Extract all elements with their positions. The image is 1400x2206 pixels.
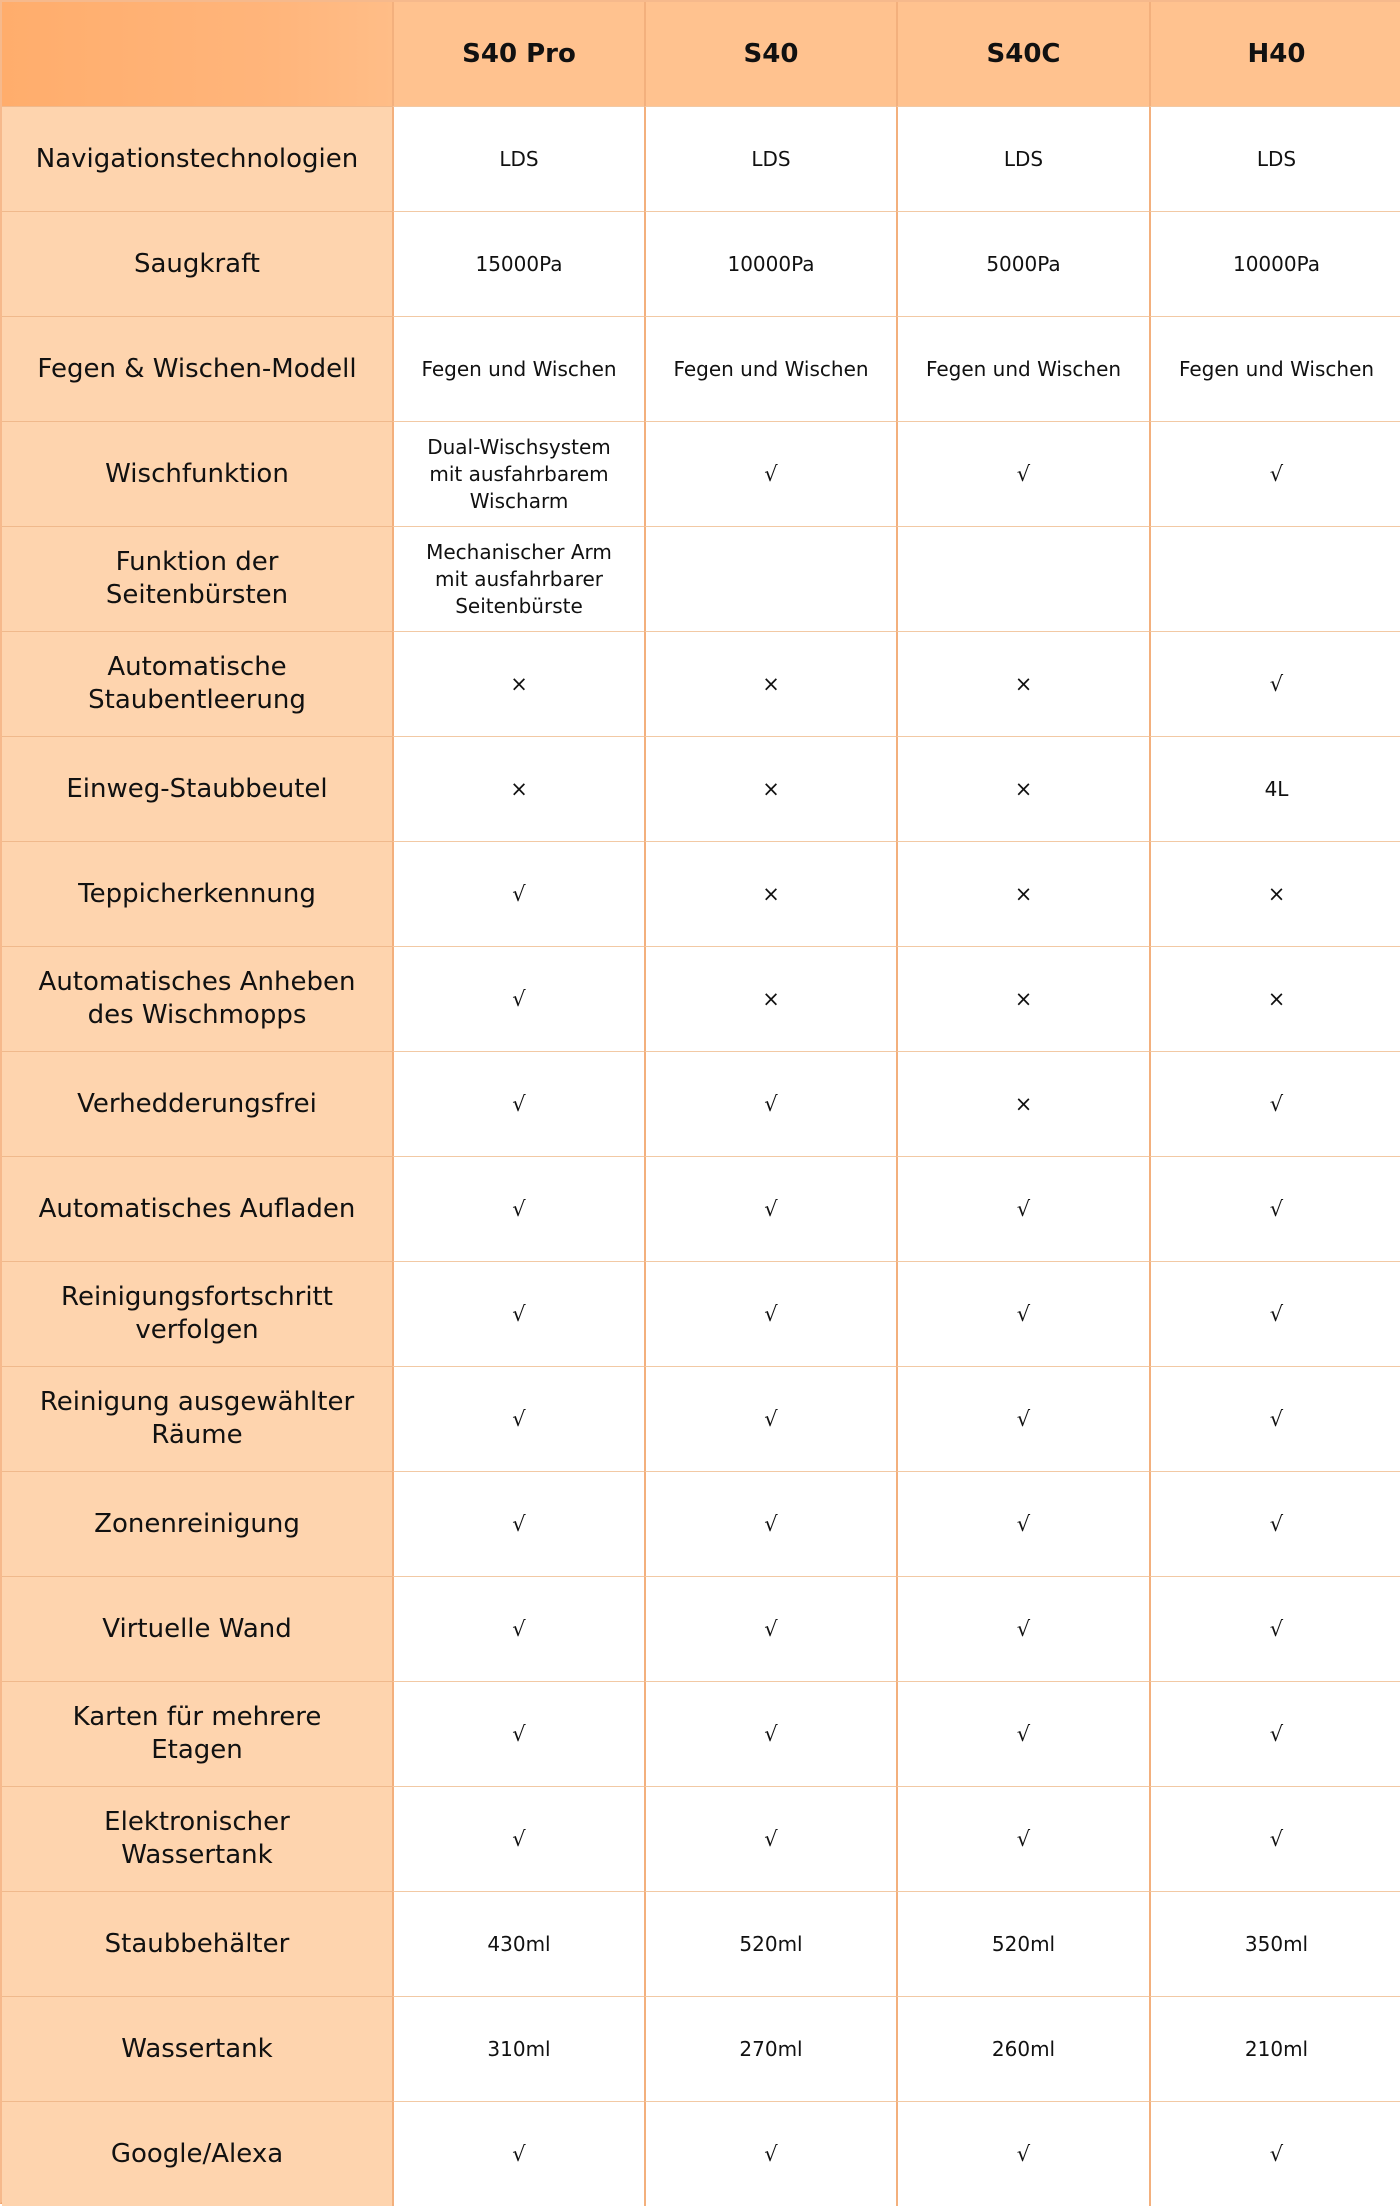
feature-label: Zonenreinigung xyxy=(2,1471,392,1576)
feature-label: Fegen & Wischen-Modell xyxy=(2,316,392,421)
feature-label: Reinigung ausgewählter Räume xyxy=(2,1366,392,1471)
table-cell: √ xyxy=(896,1786,1149,1891)
table-cell: √ xyxy=(644,421,896,526)
table-cell: √ xyxy=(896,1576,1149,1681)
table-cell: 350ml xyxy=(1149,1891,1400,1996)
table-cell: 520ml xyxy=(644,1891,896,1996)
table-cell: × xyxy=(644,631,896,736)
table-cell: √ xyxy=(392,1051,644,1156)
table-cell: 10000Pa xyxy=(1149,211,1400,316)
feature-label: Wassertank xyxy=(2,1996,392,2101)
table-cell: √ xyxy=(1149,421,1400,526)
feature-label: Saugkraft xyxy=(2,211,392,316)
column-header: H40 xyxy=(1149,2,1400,106)
table-cell: √ xyxy=(644,1156,896,1261)
table-cell: √ xyxy=(896,1681,1149,1786)
feature-label: Reinigungsfortschritt verfolgen xyxy=(2,1261,392,1366)
feature-label: Automatisches Anheben des Wischmopps xyxy=(2,946,392,1051)
table-cell: 310ml xyxy=(392,1996,644,2101)
feature-label: Virtuelle Wand xyxy=(2,1576,392,1681)
table-cell: √ xyxy=(644,1261,896,1366)
table-cell: Mechanischer Arm mit ausfahrbarer Seitenbürste xyxy=(392,526,644,631)
feature-label: Google/Alexa xyxy=(2,2101,392,2206)
table-cell: √ xyxy=(392,1471,644,1576)
table-cell: LDS xyxy=(644,106,896,211)
feature-label: Karten für mehrere Etagen xyxy=(2,1681,392,1786)
table-cell: Fegen und Wischen xyxy=(896,316,1149,421)
table-cell: √ xyxy=(1149,631,1400,736)
table-cell: × xyxy=(896,946,1149,1051)
table-cell: √ xyxy=(644,2101,896,2206)
table-cell: √ xyxy=(392,1261,644,1366)
table-cell: × xyxy=(896,631,1149,736)
table-cell: √ xyxy=(1149,1366,1400,1471)
column-header: S40 Pro xyxy=(392,2,644,106)
table-cell xyxy=(1149,526,1400,631)
table-cell: √ xyxy=(896,1156,1149,1261)
feature-label: Einweg-Staubbeutel xyxy=(2,736,392,841)
table-cell: × xyxy=(644,946,896,1051)
feature-label: Teppicherkennung xyxy=(2,841,392,946)
table-cell: 260ml xyxy=(896,1996,1149,2101)
header-corner-cell xyxy=(2,2,392,106)
table-cell: 5000Pa xyxy=(896,211,1149,316)
table-cell: √ xyxy=(896,2101,1149,2206)
table-cell: √ xyxy=(1149,1681,1400,1786)
table-cell: √ xyxy=(392,1156,644,1261)
table-cell: √ xyxy=(644,1576,896,1681)
table-cell: √ xyxy=(392,841,644,946)
table-cell: √ xyxy=(1149,2101,1400,2206)
table-cell: √ xyxy=(644,1366,896,1471)
table-cell: 10000Pa xyxy=(644,211,896,316)
table-cell: √ xyxy=(896,421,1149,526)
table-cell: 520ml xyxy=(896,1891,1149,1996)
feature-label: Navigationstechnologien xyxy=(2,106,392,211)
feature-label: Elektronischer Wassertank xyxy=(2,1786,392,1891)
table-cell: √ xyxy=(1149,1051,1400,1156)
table-cell xyxy=(644,526,896,631)
feature-label: Verhedderungsfrei xyxy=(2,1051,392,1156)
table-cell: √ xyxy=(392,946,644,1051)
table-cell xyxy=(896,526,1149,631)
table-cell: 270ml xyxy=(644,1996,896,2101)
column-header: S40C xyxy=(896,2,1149,106)
feature-label: Staubbehälter xyxy=(2,1891,392,1996)
table-cell: √ xyxy=(1149,1261,1400,1366)
table-cell: × xyxy=(896,736,1149,841)
table-cell: √ xyxy=(1149,1576,1400,1681)
table-cell: LDS xyxy=(1149,106,1400,211)
table-cell: √ xyxy=(644,1681,896,1786)
table-cell: Fegen und Wischen xyxy=(392,316,644,421)
table-cell: Fegen und Wischen xyxy=(644,316,896,421)
feature-label: Automatische Staubentleerung xyxy=(2,631,392,736)
table-cell: √ xyxy=(896,1261,1149,1366)
table-cell: × xyxy=(644,841,896,946)
table-cell: Dual-Wischsystem mit ausfahrbarem Wischarm xyxy=(392,421,644,526)
table-cell: √ xyxy=(1149,1471,1400,1576)
table-cell: √ xyxy=(644,1786,896,1891)
table-cell: × xyxy=(1149,946,1400,1051)
table-cell: 430ml xyxy=(392,1891,644,1996)
table-cell: LDS xyxy=(392,106,644,211)
table-cell: √ xyxy=(896,1471,1149,1576)
table-cell: √ xyxy=(392,1366,644,1471)
table-cell: × xyxy=(392,736,644,841)
table-cell: × xyxy=(896,841,1149,946)
table-cell: 210ml xyxy=(1149,1996,1400,2101)
table-cell: √ xyxy=(1149,1156,1400,1261)
feature-label: Funktion der Seitenbürsten xyxy=(2,526,392,631)
column-header: S40 xyxy=(644,2,896,106)
table-cell: × xyxy=(392,631,644,736)
table-cell: √ xyxy=(392,1786,644,1891)
table-cell: 4L xyxy=(1149,736,1400,841)
table-cell: 15000Pa xyxy=(392,211,644,316)
table-cell: LDS xyxy=(896,106,1149,211)
table-cell: Fegen und Wischen xyxy=(1149,316,1400,421)
table-cell: × xyxy=(896,1051,1149,1156)
table-cell: √ xyxy=(392,1681,644,1786)
table-cell: × xyxy=(1149,841,1400,946)
table-cell: × xyxy=(644,736,896,841)
table-cell: √ xyxy=(644,1471,896,1576)
table-cell: √ xyxy=(896,1366,1149,1471)
table-cell: √ xyxy=(1149,1786,1400,1891)
table-cell: √ xyxy=(644,1051,896,1156)
feature-label: Automatisches Aufladen xyxy=(2,1156,392,1261)
table-cell: √ xyxy=(392,2101,644,2206)
table-cell: √ xyxy=(392,1576,644,1681)
feature-label: Wischfunktion xyxy=(2,421,392,526)
